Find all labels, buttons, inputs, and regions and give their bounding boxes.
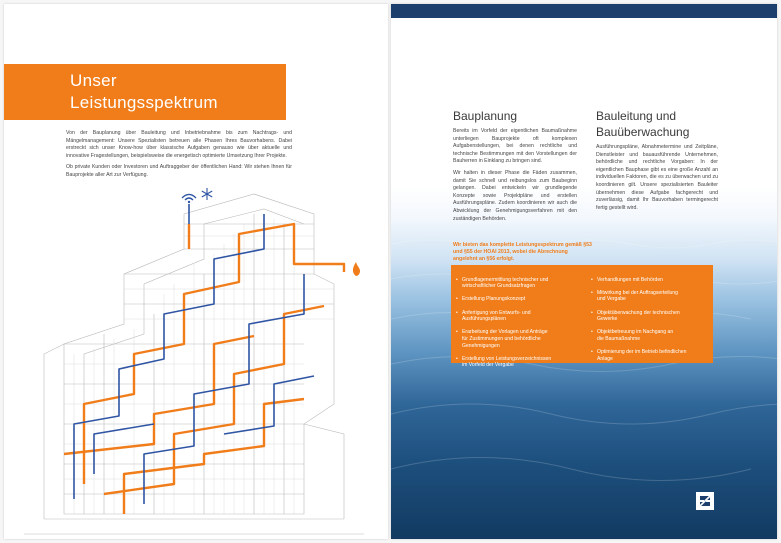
list-item: • Erstellung von Leistungsverzeichnissen im Vorfeld der Vergabe (456, 356, 586, 369)
top-bar (391, 4, 777, 18)
column-heading-bauleitung: Bauleitung und Bauüberwachung (596, 109, 690, 139)
column-text-bauleitung (596, 144, 718, 216)
wifi-icon (182, 195, 196, 204)
column-text-bauplanung (453, 128, 577, 227)
services-list-left (456, 270, 586, 376)
list-item: • Erarbeitung der Vorlagen und Anträge für Zustimmungen und behördliche Genehmigungen (456, 329, 586, 349)
snowflake-icon (202, 188, 212, 200)
left-page (4, 4, 388, 539)
services-box (451, 265, 713, 369)
right-page (391, 4, 777, 539)
list-item: • Objektüberwachung der technischen Gewerke (591, 310, 711, 323)
list-item: • Anfertigung von Entwurfs- und Ausführungsplänen (456, 310, 586, 323)
page-title: Unser Leistungsspektrum (70, 71, 218, 112)
paragraph: Wir halten in dieser Phase die Fäden zusammen, damit Sie schnell und reibungslos zum Baubeginn gelangen. Dabei entwickeln wir grundlegende Konzepte sowie Projektpläne und erstellen Ausführungspläne. Zudem koordinieren wir auch die Abwicklung der Genehmigungsverfahren mit den zuständigen Behörden. (453, 169, 577, 222)
list-item: • Optimierung der im Betrieb befindlichen Anlage (591, 349, 711, 362)
intro-paragraph: Von der Bauplanung über Bauleitung und Inbetriebnahme bis zum Nachtrags- und Mängelmanagement: Unsere Spezialisten betreuen alle Phasen Ihres Bauvorhabens. Dabei erstreckt sich unser Know-how über klassische Aufgaben genauso wie über aktuelle und innovative Fragestellungen, beispielsweise die energetisch optimierte Umsetzung Ihrer Projekte. (66, 130, 292, 159)
building-illustration (4, 154, 388, 539)
paragraph: Ausführungspläne, Abnahmetermine und Zeitpläne, Dienstleister und bauausführende Unternehmen, behördliche und rechtliche Vorgaben: In der eigentlichen Bauphase gibt es eine große Anzahl an individuellen Faktoren, die es zu überwachen und zu koordinieren gilt. Unsere spezialisierten Bauleiter übernehmen diese Aufgabe fachgerecht und zuverlässig, damit Ihr Bauvorhaben termingerecht fertig gestellt wird. (596, 144, 718, 211)
title-banner (4, 64, 286, 120)
list-item: • Grundlagenermittlung technischer und wirtschaftlicher Grundsatzfragen (456, 277, 586, 290)
list-item: • Erstellung Planungskonzept (456, 296, 586, 303)
list-item: • Verhandlungen mit Behörden (591, 277, 711, 284)
company-logo (696, 492, 714, 510)
column-heading-bauplanung: Bauplanung (453, 109, 518, 123)
hoai-note: Wir bieten das komplette Leistungsspektrum gemäß §53 und §55 der HOAI 2013, wobei die Abrechnung angelehnt an §56 erfolgt. (453, 242, 592, 262)
flame-icon (353, 262, 360, 276)
paragraph: Bereits im Vorfeld der eigentlichen Baumaßnahme unterliegen Bauprojekte oft komplexen Aufgabenstellungen, bei denen rechtliche und technische Bestimmungen mit den Vorstellungen der Bauherren in Einklang zu bringen sind. (453, 128, 577, 165)
services-list-right (591, 270, 711, 369)
list-item: • Objektbetreuung im Nachgang an die Baumaßnahme (591, 329, 711, 342)
intro-paragraph: Ob private Kunden oder Investoren und Auftraggeber der öffentlichen Hand: Wir stehen Ihnen für Bauprojekte aller Art zur Verfügung. (66, 164, 292, 178)
list-item: • Mitwirkung bei der Auftragserteilung und Vergabe (591, 290, 711, 303)
